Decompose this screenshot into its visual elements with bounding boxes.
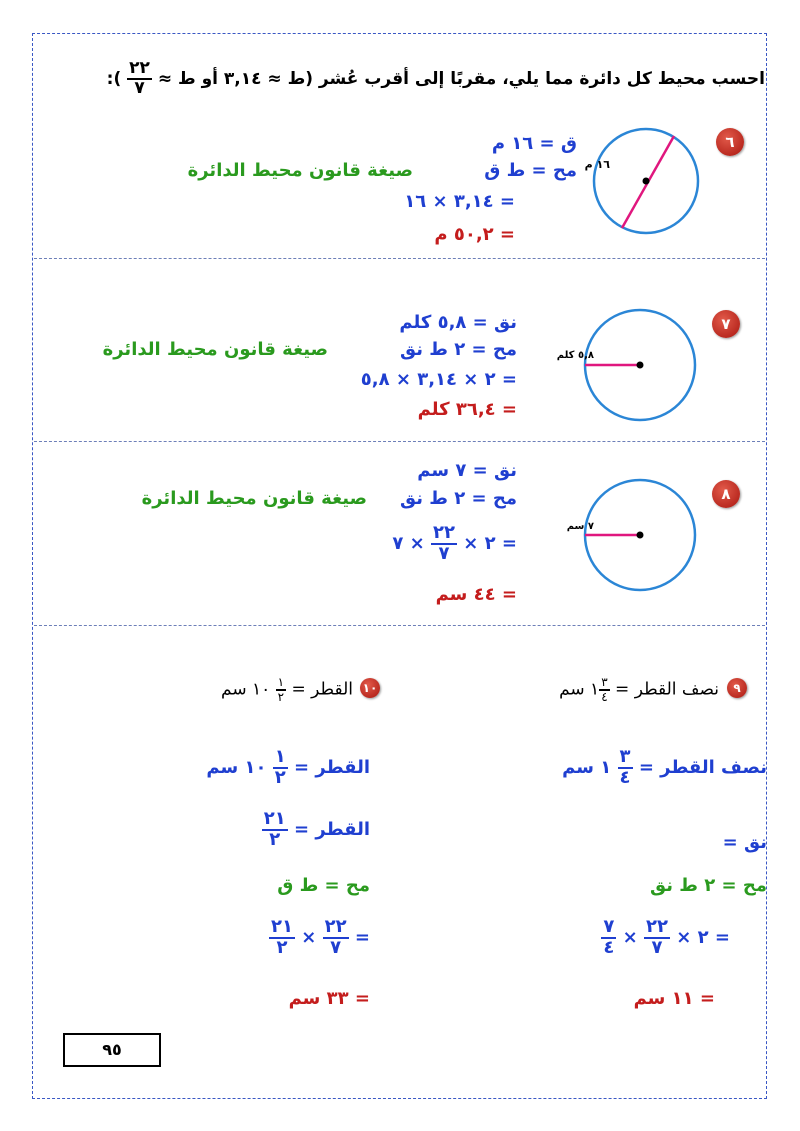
fraction-denominator: ٢ [274, 766, 286, 788]
instruction-text: احسب محيط كل دائرة مما يلي، مقربًا إلى أقرب عُشر (ط ≈ ٣,١٤ أو ط ≈ [157, 68, 765, 89]
fraction-numerator: ٣ [619, 746, 631, 767]
p9-result: = ١١ سم [633, 988, 715, 1009]
p6-line2: مح = ط ق [484, 160, 577, 181]
p6-formula-note: صيغة قانون محيط الدائرة [187, 160, 413, 181]
circle-diagram-8 [566, 480, 700, 600]
p9-line4-prefix: = ٢ × [676, 926, 730, 948]
separator-2 [34, 441, 765, 442]
p8-line3 [392, 524, 517, 564]
fraction-numerator: ١ [277, 675, 285, 689]
instruction-fraction [127, 60, 152, 98]
instruction-tail: ): [106, 68, 122, 89]
fraction-denominator: ٢ [269, 828, 281, 850]
p9-prompt [559, 676, 719, 703]
p10-prompt-fraction [276, 676, 286, 703]
p10-line1 [206, 748, 370, 788]
p8-fraction [431, 524, 457, 564]
fraction-numerator: ٢٢ [433, 522, 455, 543]
p10-line3: مح = ط ق [277, 875, 370, 896]
p9-line1-fraction [618, 748, 633, 788]
circle-diagram-7 [556, 308, 700, 428]
p8-line2: مح = ٢ ط نق [400, 488, 517, 509]
problem-6-badge: ٦ [716, 128, 744, 156]
p7-line2: مح = ٢ ط نق [400, 339, 517, 360]
p10-prompt [221, 676, 353, 703]
p9-line1-tail: ١ سم [562, 756, 612, 778]
p10-line4-prefix: = [354, 926, 370, 948]
p7-line1: نق = ٥,٨ كلم [399, 312, 517, 333]
fraction-denominator: ٢ [277, 689, 285, 704]
p10-line4 [269, 918, 370, 958]
p10-prompt-whole: ١٠ [251, 679, 271, 700]
separator-3 [34, 625, 765, 626]
p9-line4-fraction-1 [644, 918, 670, 958]
p9-line2: نق = [722, 832, 767, 853]
p7-result: = ٣٦,٤ كلم [417, 399, 517, 420]
p8-result: = ٤٤ سم [435, 584, 517, 605]
p10-line2 [262, 810, 370, 850]
p10-line4-fraction-1 [323, 918, 349, 958]
instruction [90, 52, 765, 98]
problem-7-badge: ٧ [712, 310, 740, 338]
circle-diagram-6 [584, 128, 708, 236]
fraction-denominator: ٧ [438, 542, 450, 564]
problem-8-badge: ٨ [712, 480, 740, 508]
page-number: ٩٥ [63, 1033, 161, 1067]
p10-line4-fraction-2 [269, 918, 295, 958]
p9-prompt-fraction [599, 676, 609, 703]
p8-line1: نق = ٧ سم [417, 460, 517, 481]
p9-line1-label: نصف القطر = [638, 756, 767, 778]
p7-formula-note: صيغة قانون محيط الدائرة [102, 339, 328, 360]
fraction-numerator: ٢٢ [129, 58, 150, 78]
circle-label-7: ٥,٨ كلم [556, 350, 594, 361]
p8-line3-prefix: = ٢ × [463, 532, 517, 554]
p10-line4-times: × [301, 926, 317, 948]
p8-line3-suffix: × ٧ [392, 532, 425, 554]
circle-label-8: ٧ سم [566, 521, 594, 532]
p9-prompt-whole: ١ [590, 679, 600, 700]
p10-line1-fraction [273, 748, 288, 788]
p10-result: = ٣٣ سم [288, 988, 370, 1009]
separator-1 [34, 258, 765, 259]
fraction-numerator: ٢١ [263, 808, 286, 829]
fraction-denominator: ٤ [603, 936, 615, 958]
fraction-denominator: ٧ [651, 936, 663, 958]
p6-result: = ٥٠,٢ م [434, 224, 515, 245]
p7-line3: = ٢ × ٣,١٤ × ٥,٨ [360, 369, 517, 390]
p10-prompt-unit: سم [221, 679, 247, 700]
p9-line4-fraction-2 [601, 918, 616, 958]
p9-line4-times: × [622, 926, 638, 948]
circle-label-6: ١٦ م [584, 158, 610, 171]
fraction-numerator: ٧ [603, 916, 615, 937]
fraction-denominator: ٧ [330, 936, 342, 958]
fraction-numerator: ٣ [601, 675, 608, 689]
p10-line2-label: القطر = [294, 818, 370, 840]
fraction-numerator: ٢١ [271, 916, 293, 937]
p10-line2-fraction [262, 810, 288, 850]
p6-line3: = ٣,١٤ × ١٦ [404, 191, 515, 212]
p9-prompt-unit: سم [559, 679, 585, 700]
fraction-numerator: ١ [274, 746, 286, 767]
p9-line3: مح = ٢ ط نق [650, 875, 767, 896]
p6-line1: ق = ١٦ م [491, 133, 577, 154]
fraction-denominator: ٢ [276, 936, 288, 958]
fraction-numerator: ٢٢ [324, 916, 347, 937]
p10-line1-tail: ١٠ سم [206, 756, 267, 778]
fraction-denominator: ٧ [134, 77, 145, 98]
problem-10-badge: ١٠ [360, 678, 380, 698]
p9-prompt-text: نصف القطر = [615, 679, 719, 700]
p9-line1 [562, 748, 767, 788]
problem-9-badge: ٩ [727, 678, 747, 698]
fraction-denominator: ٤ [601, 689, 608, 704]
p8-formula-note: صيغة قانون محيط الدائرة [141, 488, 367, 509]
p9-line4 [601, 918, 730, 958]
p10-line1-label: القطر = [294, 756, 370, 778]
p10-prompt-text: القطر = [291, 679, 353, 700]
fraction-numerator: ٢٢ [646, 916, 668, 937]
fraction-denominator: ٤ [619, 766, 631, 788]
